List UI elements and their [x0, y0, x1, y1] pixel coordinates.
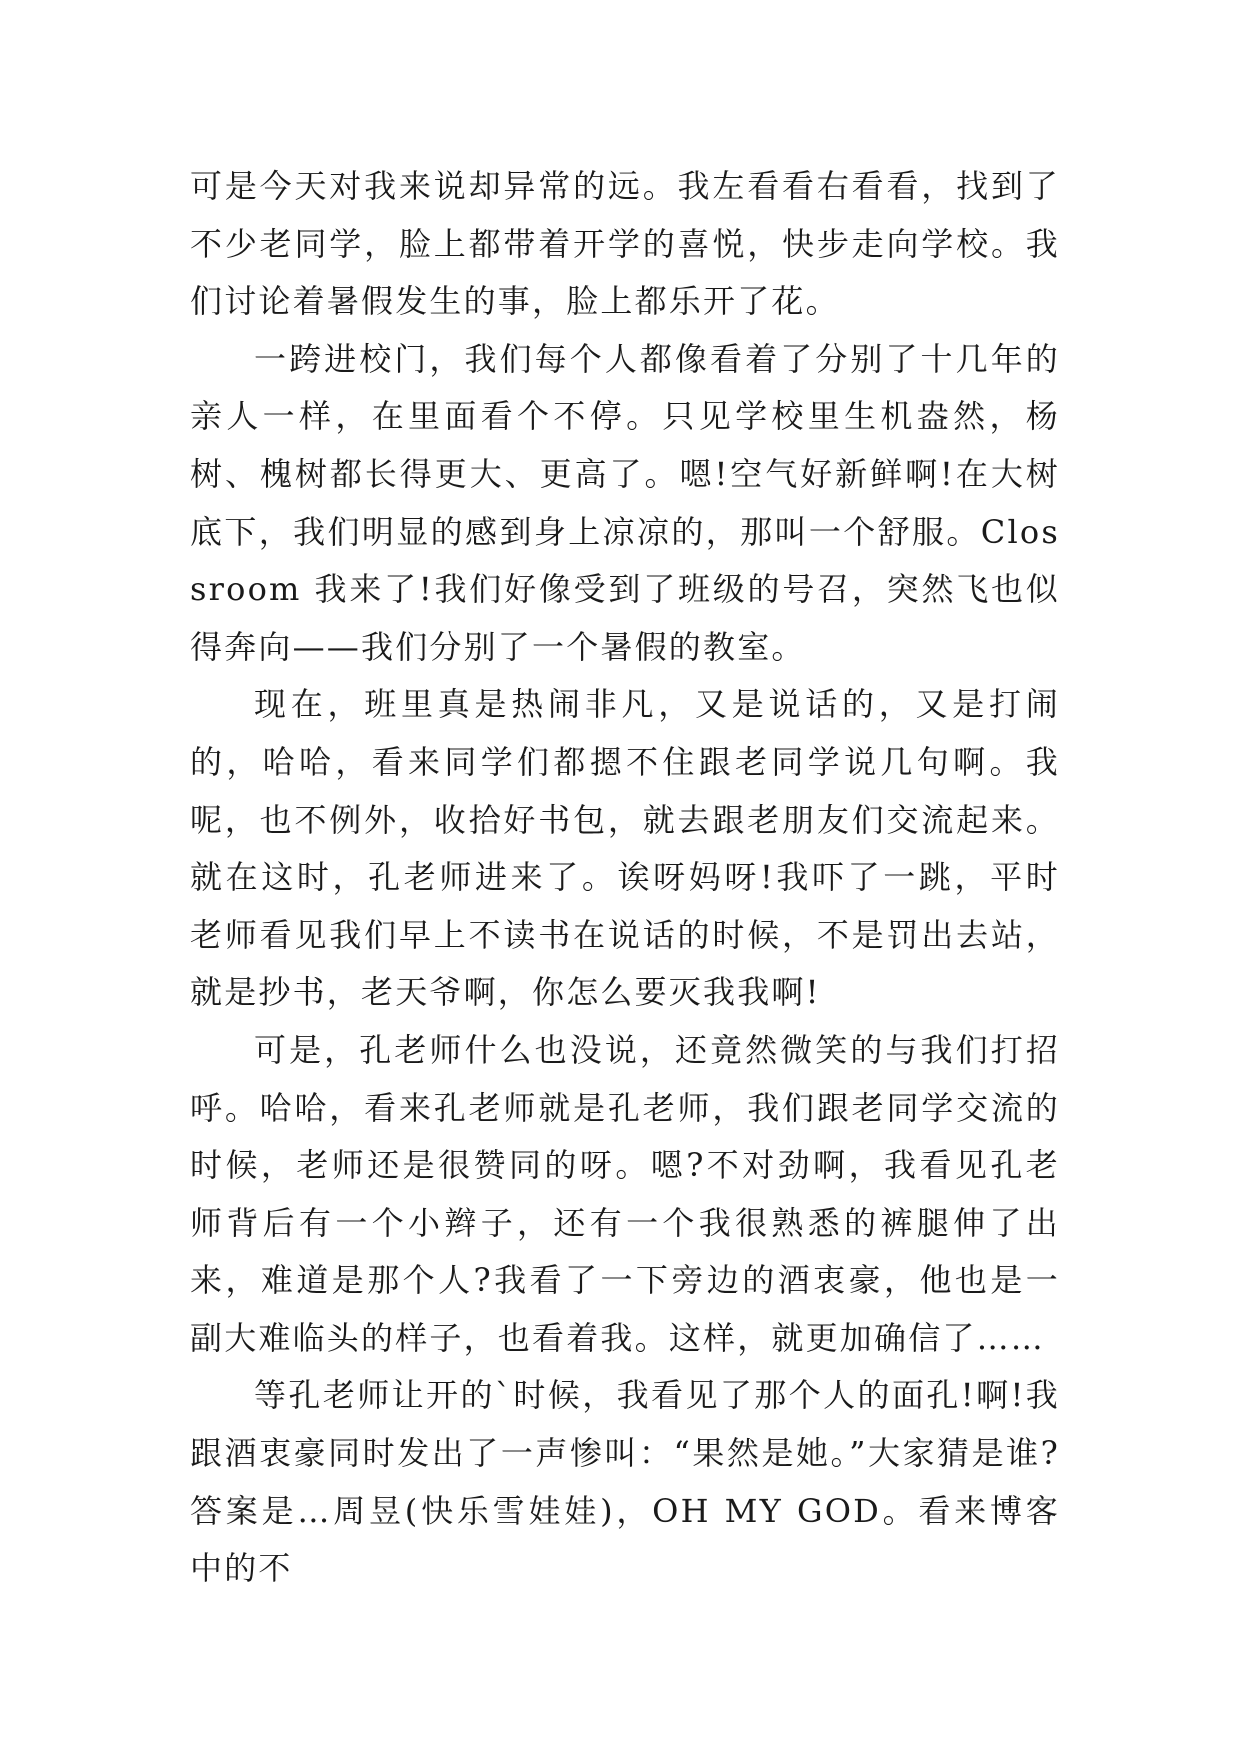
paragraph-5: 等孔老师让开的`时候，我看见了那个人的面孔!啊!我跟酒衷豪同时发出了一声惨叫：“果然是她。”大家猜是谁?答案是…周昱(快乐雪娃娃)，OH MY GOD。看来博客中的不 [190, 1376, 1060, 1588]
document-body [190, 158, 1060, 1598]
paragraph-1: 可是今天对我来说却异常的远。我左看看右看看，找到了不少老同学，脸上都带着开学的喜悦，快步走向学校。我们讨论着暑假发生的事，脸上都乐开了花。 [190, 167, 1060, 321]
paragraph-3: 现在，班里真是热闹非凡，又是说话的，又是打闹的，哈哈，看来同学们都摁不住跟老同学说几句啊。我呢，也不例外，收拾好书包，就去跟老朋友们交流起来。就在这时，孔老师进来了。诶呀妈呀!我吓了一跳，平时老师看见我们早上不读书在说话的时候，不是罚出去站，就是抄书，老天爷啊，你怎么要灭我我啊! [190, 685, 1060, 1012]
paragraph-2: 一跨进校门，我们每个人都像看着了分别了十几年的亲人一样，在里面看个不停。只见学校里生机盎然，杨树、槐树都长得更大、更高了。嗯!空气好新鲜啊!在大树底下，我们明显的感到身上凉凉的，那叫一个舒服。Clossroom 我来了!我们好像受到了班级的号召，突然飞也似得奔向——我们分别了一个暑假的教室。 [190, 339, 1060, 666]
paragraph-4: 可是，孔老师什么也没说，还竟然微笑的与我们打招呼。哈哈，看来孔老师就是孔老师，我们跟老同学交流的时候，老师还是很赞同的呀。嗯?不对劲啊，我看见孔老师背后有一个小辫子，还有一个我很熟悉的裤腿伸了出来，难道是那个人?我看了一下旁边的酒衷豪，他也是一副大难临头的样子，也看着我。这样，就更加确信了…… [190, 1030, 1060, 1357]
